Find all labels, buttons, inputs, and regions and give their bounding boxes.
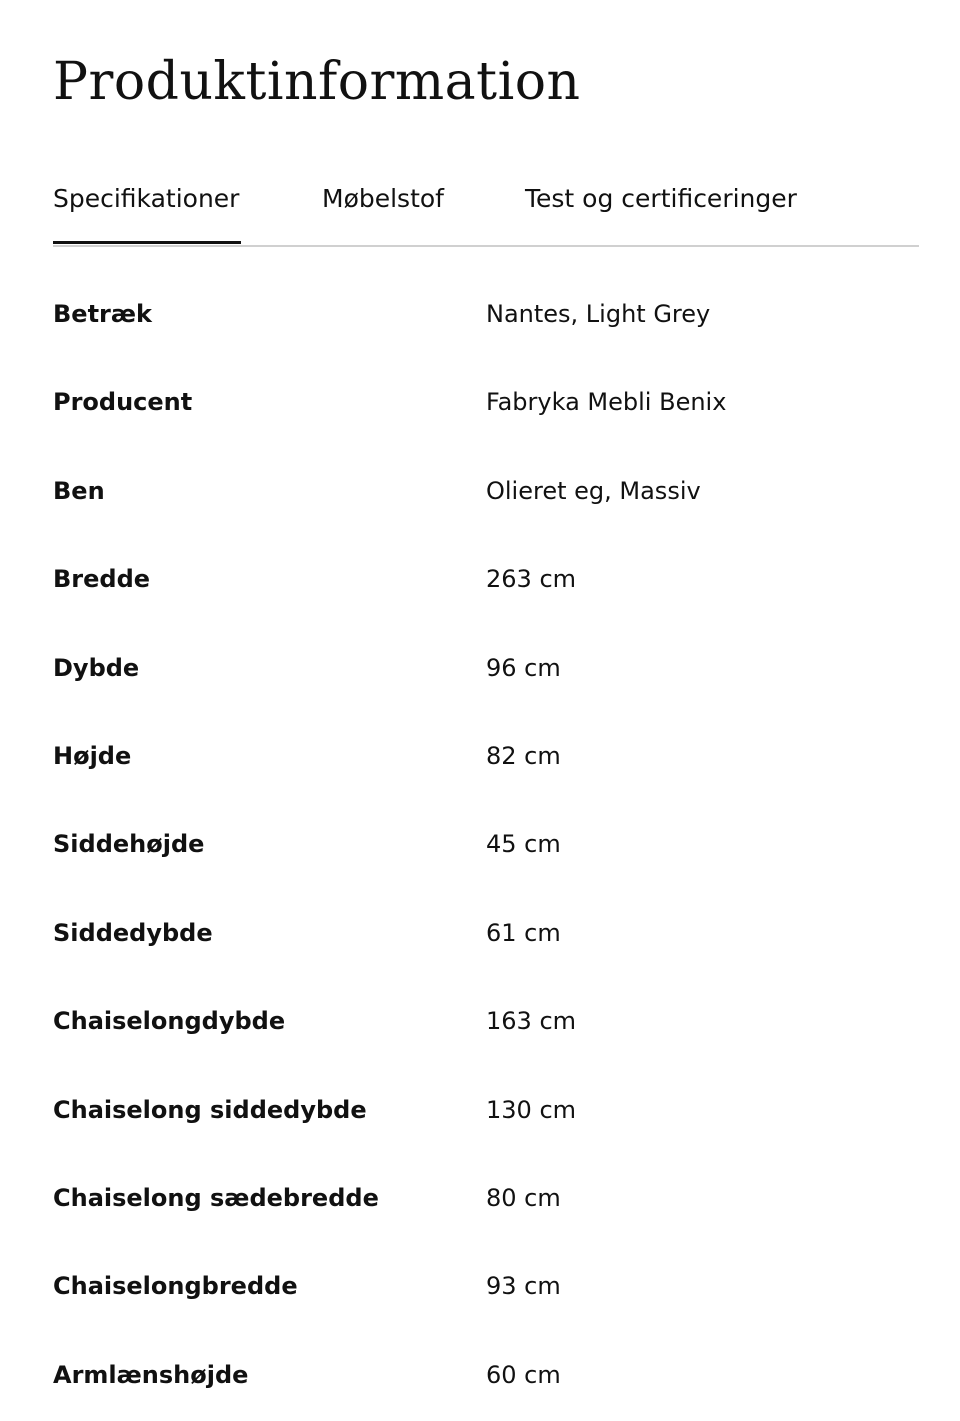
page-title: Produktinformation: [53, 52, 581, 112]
tab-bar: [53, 180, 919, 247]
spec-row: [53, 537, 919, 625]
spec-row: [53, 1333, 919, 1421]
spec-value: 45 cm: [486, 830, 561, 859]
spec-row: [53, 714, 919, 802]
spec-value: Fabryka Mebli Benix: [486, 388, 727, 417]
spec-row: [53, 449, 919, 537]
tab-mobelstof[interactable]: Møbelstof: [322, 184, 444, 213]
spec-label: Siddedybde: [53, 918, 213, 947]
spec-row: [53, 1156, 919, 1244]
spec-value: 96 cm: [486, 653, 561, 682]
spec-row: [53, 979, 919, 1067]
spec-row: [53, 891, 919, 979]
spec-value: 82 cm: [486, 741, 561, 770]
spec-row: [53, 272, 919, 360]
spec-label: Chaiselong siddedybde: [53, 1095, 367, 1124]
spec-label: Chaiselongdybde: [53, 1007, 286, 1036]
spec-label: Højde: [53, 741, 132, 770]
spec-label: Betræk: [53, 300, 152, 328]
spec-value: 163 cm: [486, 1007, 577, 1036]
spec-row: [53, 802, 919, 890]
spec-label: Armlænshøjde: [53, 1360, 249, 1389]
spec-label: Bredde: [53, 565, 151, 594]
spec-label: Dybde: [53, 653, 140, 682]
spec-value: 60 cm: [486, 1360, 561, 1389]
spec-value: 130 cm: [486, 1095, 577, 1124]
spec-value: Olieret eg, Massiv: [486, 476, 701, 505]
tab-specifikationer[interactable]: Specifikationer: [53, 184, 240, 213]
spec-value: 80 cm: [486, 1183, 561, 1212]
spec-row: [53, 1068, 919, 1156]
spec-row: [53, 360, 919, 448]
spec-label: Producent: [53, 388, 193, 417]
spec-row: [53, 626, 919, 714]
spec-value: 61 cm: [486, 918, 561, 947]
spec-value: 263 cm: [486, 565, 577, 594]
spec-label: Chaiselongbredde: [53, 1272, 298, 1301]
spec-label: Siddehøjde: [53, 830, 205, 859]
spec-label: Ben: [53, 476, 105, 505]
tab-test-og-certificeringer[interactable]: Test og certificeringer: [525, 184, 797, 213]
spec-row: [53, 1244, 919, 1332]
spec-value: 93 cm: [486, 1272, 561, 1301]
spec-table: [53, 272, 919, 1421]
spec-label: Chaiselong sædebredde: [53, 1183, 379, 1212]
spec-value: Nantes, Light Grey: [486, 300, 711, 328]
